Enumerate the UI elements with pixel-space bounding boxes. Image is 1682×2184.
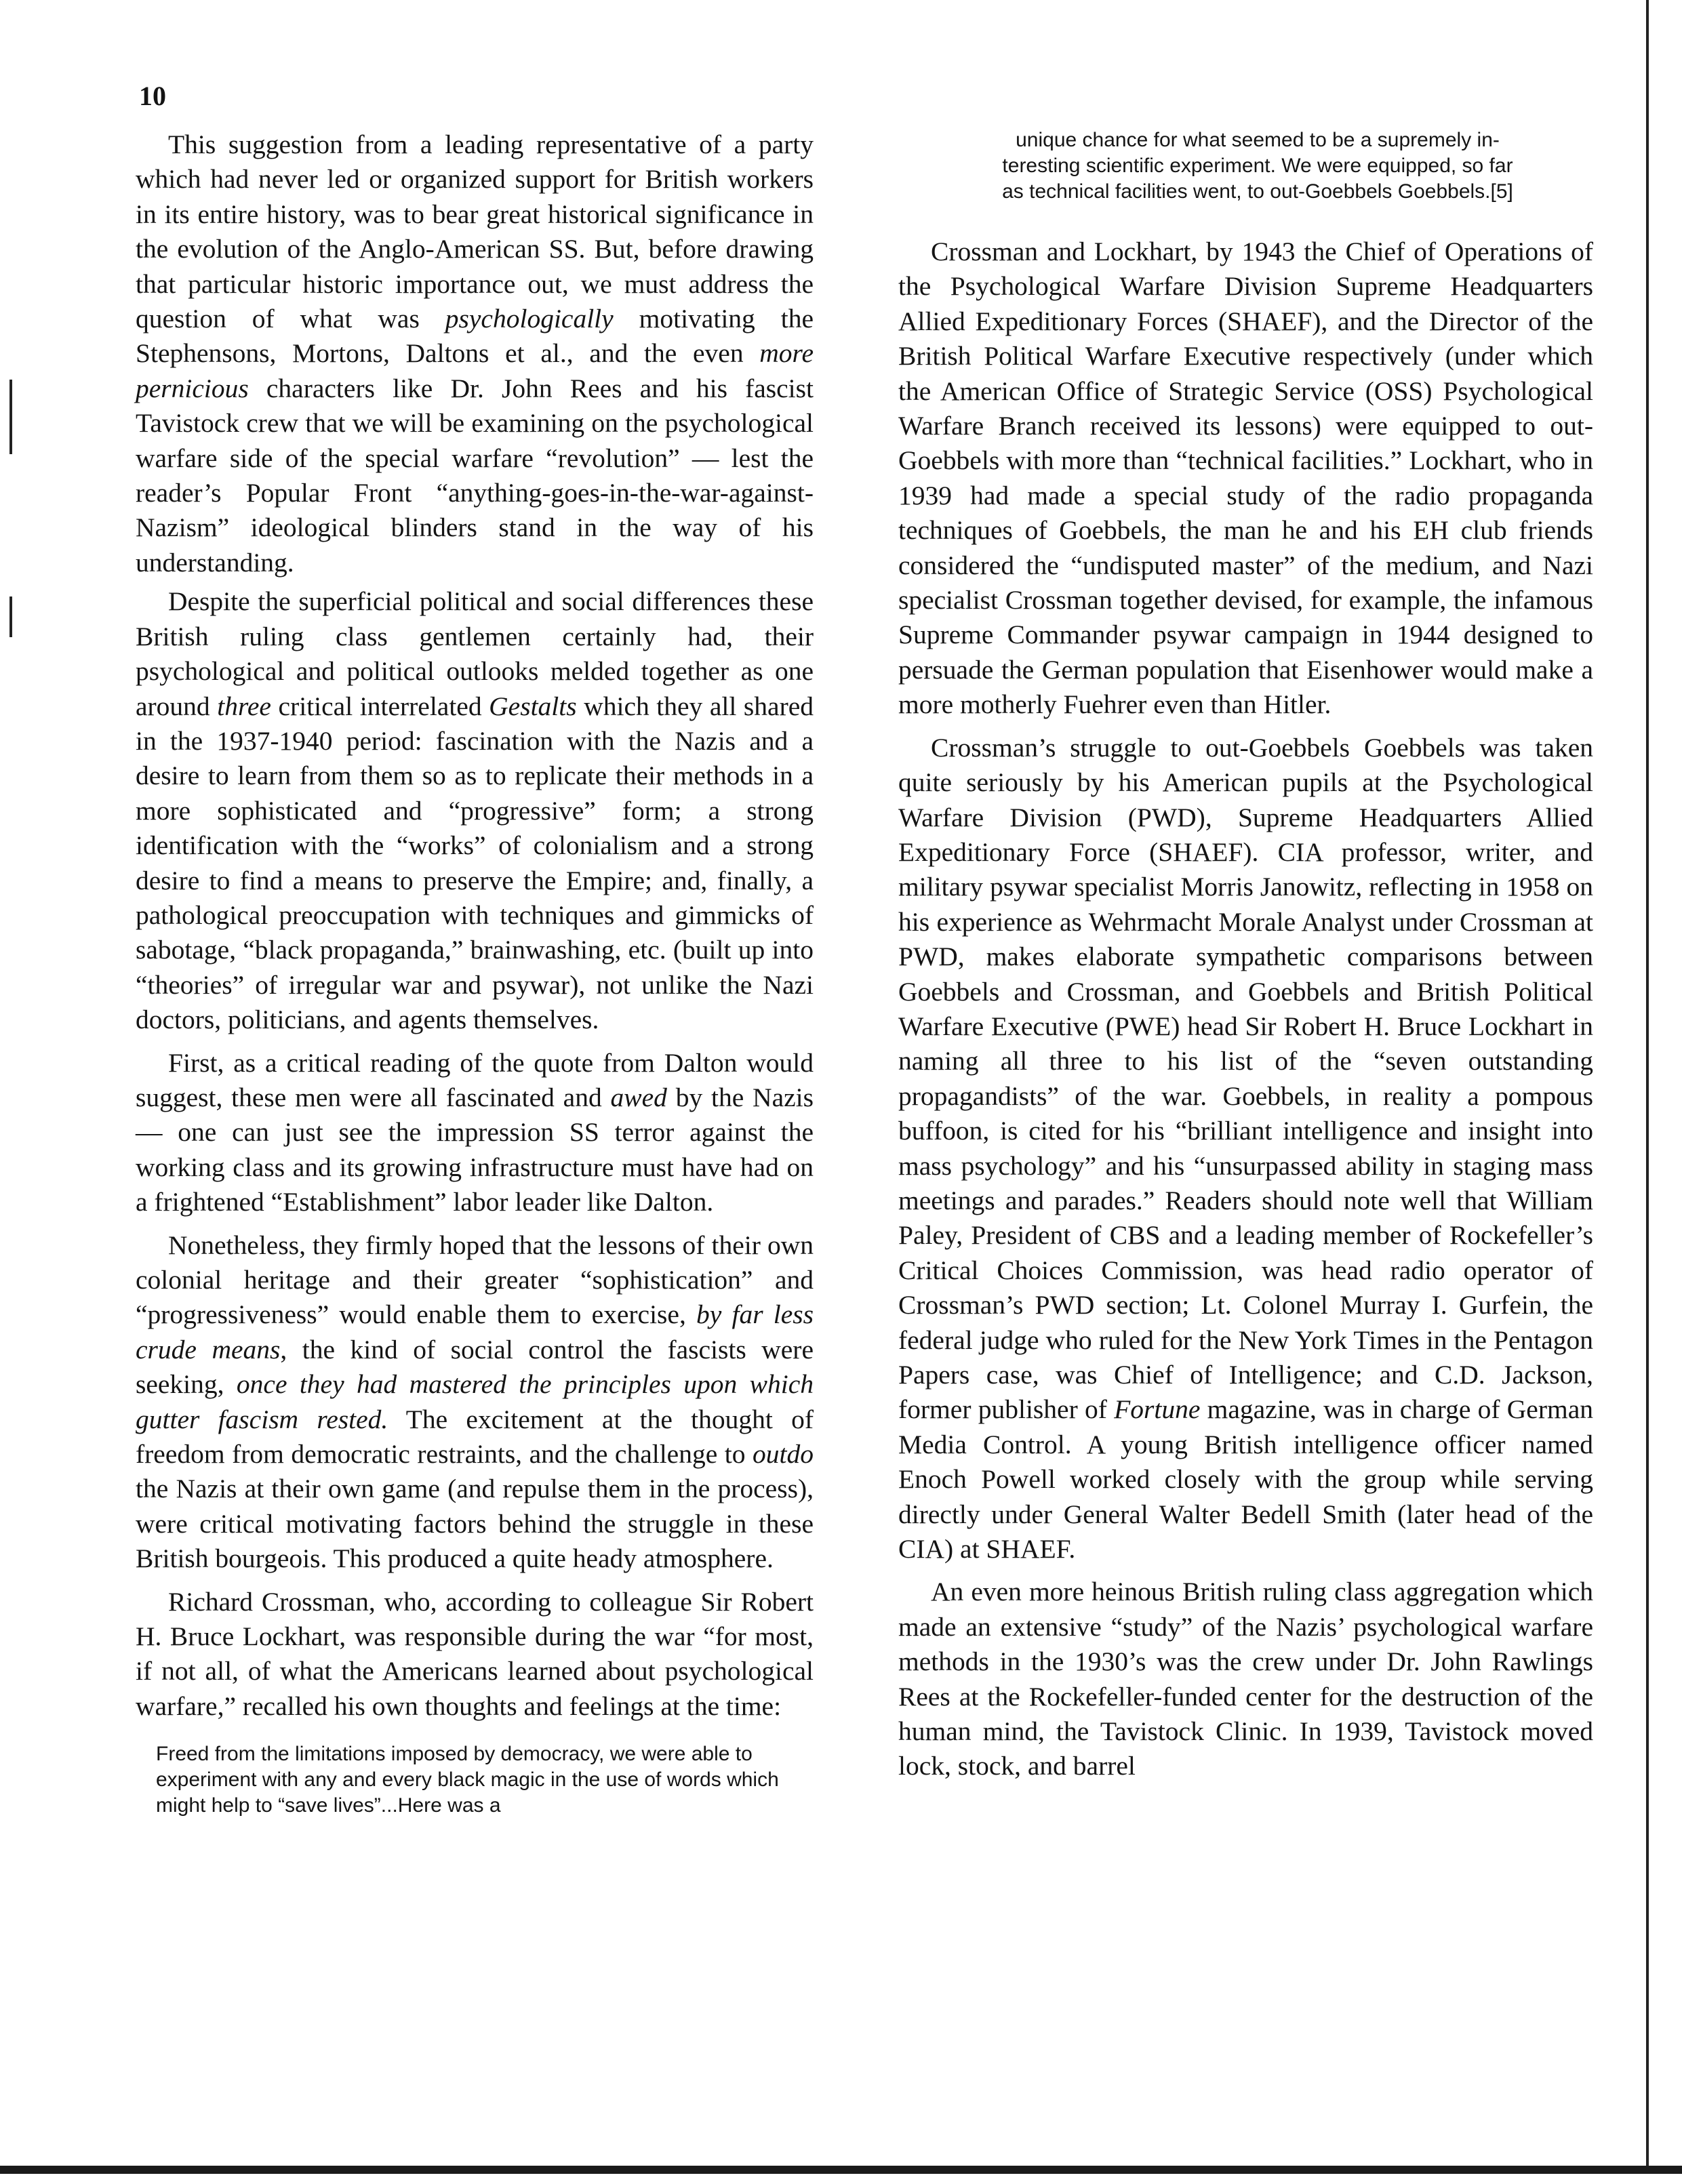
quote-line: as technical facilities went, to out-Goebbels Goebbels.[5] bbox=[1002, 180, 1513, 203]
paragraph: Nonetheless, they firmly hoped that the lessons of their own colonial heritage and their greater “sophistication” and “progressiveness” would enable them to exercise, by far less crude means, the kind of social control the fascists were seeking, once they had mastered the principles upon which gutter fascism rested. The excitement at the thought of freedom from democratic restraints, and the challenge to outdo the Nazis at their own game (and repulse them in the process), were critical motivating factors behind the struggle in these British bourgeois. This produced a quite heady atmosphere. bbox=[136, 1230, 814, 1574]
paragraph: Despite the superficial political and social differences these British ruling class gentlemen certainly had, their psychological and political outlooks melded together as one around three critical interrelated Gestalts which they all shared in the 1937-1940 period: fascination with the Nazis and a desire to learn from them so as to replicate their methods in a more sophisticated and “progressive” form; a strong identification with the “works” of colonialism and a strong desire to find a means to preserve the Empire; and, finally, a pathological preoccupation with techniques and gimmicks of sabotage, “black propaganda,” brainwashing, etc. (built up into “theories” of irregular war and psywar), not unlike the Nazi doctors, politicians, and agents themselves. bbox=[136, 586, 814, 1035]
paragraph: An even more heinous British ruling class aggregation which made an extensive “study” of the Nazis’ psychological warfare methods in the 1930’s was the crew under Dr. John Rawlings Rees at the Rockefeller-funded center for the destruction of the human mind, the Tavistock Clinic. In 1939, Tavistock moved lock, stock, and barrel bbox=[898, 1577, 1593, 1781]
quote-line: teresting scientific experiment. We were equipped, so far bbox=[1002, 155, 1513, 177]
paragraph: Richard Crossman, who, according to colleague Sir Robert H. Bruce Lockhart, was responsible during the war “for most, if not all, of what the Americans learned about psychological warfare,” recalled his own thoughts and feelings at the time: bbox=[136, 1586, 814, 1721]
block-quote-continued bbox=[929, 127, 1586, 205]
scan-margin-mark bbox=[9, 596, 12, 637]
page-number: 10 bbox=[139, 81, 166, 111]
block-quote: Freed from the limitations imposed by democracy, we were able to experiment with any and every black magic in the use of words which might help to “save lives”...Here was a bbox=[156, 1743, 779, 1817]
right-column bbox=[898, 127, 1593, 1792]
paragraph: Crossman’s struggle to out-Goebbels Goebbels was taken quite seriously by his American pupils at the Psychological Warfare Division (PWD), Supreme Headquarters Allied Expeditionary Force (SHAEF). CIA professor, writer, and military psywar specialist Morris Janowitz, reflecting in 1958 on his experience as Wehrmacht Morale Analyst under Crossman at PWD, makes elaborate sympathetic comparisons between Goebbels and Crossman, and Goebbels and British Political Warfare Executive (PWE) head Sir Robert H. Bruce Lockhart in naming all three to his list of the “seven outstanding propagandists” of the war. Goebbels, in reality a pompous buffoon, is cited for his “brilliant intelligence and insight into mass psychology” and his “unsurpassed ability in staging mass meetings and parades.” Readers should note well that William Paley, President of CBS and a leading member of Rockefeller’s Critical Choices Commission, was head radio operator of Crossman’s PWD section; Lt. Colonel Murray I. Gurfein, the federal judge who ruled for the New York Times in the Pentagon Papers case, was Chief of Intelligence; and C.D. Jackson, former publisher of Fortune magazine, was in charge of German Media Control. A young British intelligence officer named Enoch Powell worked closely with the group while serving directly under General Walter Bedell Smith (later head of the CIA) at SHAEF. bbox=[898, 732, 1593, 1564]
paragraph: First, as a critical reading of the quote from Dalton would suggest, these men were all fascinated and awed by the Nazis — one can just see the impression SS terror against the working class and its growing infrastructure must have had on a frightened “Establishment” labor leader like Dalton. bbox=[136, 1047, 814, 1217]
paragraph: This suggestion from a leading representative of a party which had never led or organized support for British workers in its entire history, was to bear great historical significance in the evolution of the Anglo-American SS. But, before drawing that particular historic importance out, we must address the question of what was psychologically motivating the Stephensons, Mortons, Daltons et al., and the even more pernicious characters like Dr. John Rees and his fascist Tavistock crew that we will be examining on the psychological warfare side of the special warfare “revolution” — lest the reader’s Popular Front “anything-goes-in-the-war-against-Nazism” ideological blinders stand in the way of his understanding. bbox=[136, 129, 814, 578]
scan-margin-mark bbox=[9, 380, 12, 454]
quote-line: unique chance for what seemed to be a supremely in- bbox=[1016, 129, 1500, 151]
left-column bbox=[136, 127, 814, 1819]
scan-right-edge bbox=[1646, 0, 1649, 2166]
paragraph: Crossman and Lockhart, by 1943 the Chief of Operations of the Psychological Warfare Division Supreme Headquarters Allied Expeditionary Forces (SHAEF), and the Director of the British Political Warfare Executive respectively (under which the American Office of Strategic Service (OSS) Psychological Warfare Branch received its lessons) were equipped to out-Goebbels with more than “technical facilities.” Lockhart, who in 1939 had made a special study of the radio propaganda techniques of Goebbels, the man he and his EH club friends considered the “undisputed master” of the medium, and Nazi specialist Crossman together devised, for example, the infamous Supreme Commander psywar campaign in 1944 designed to persuade the German population that Eisenhower would make a more motherly Fuehrer even than Hitler. bbox=[898, 237, 1593, 720]
scan-bottom-edge bbox=[0, 2166, 1682, 2174]
